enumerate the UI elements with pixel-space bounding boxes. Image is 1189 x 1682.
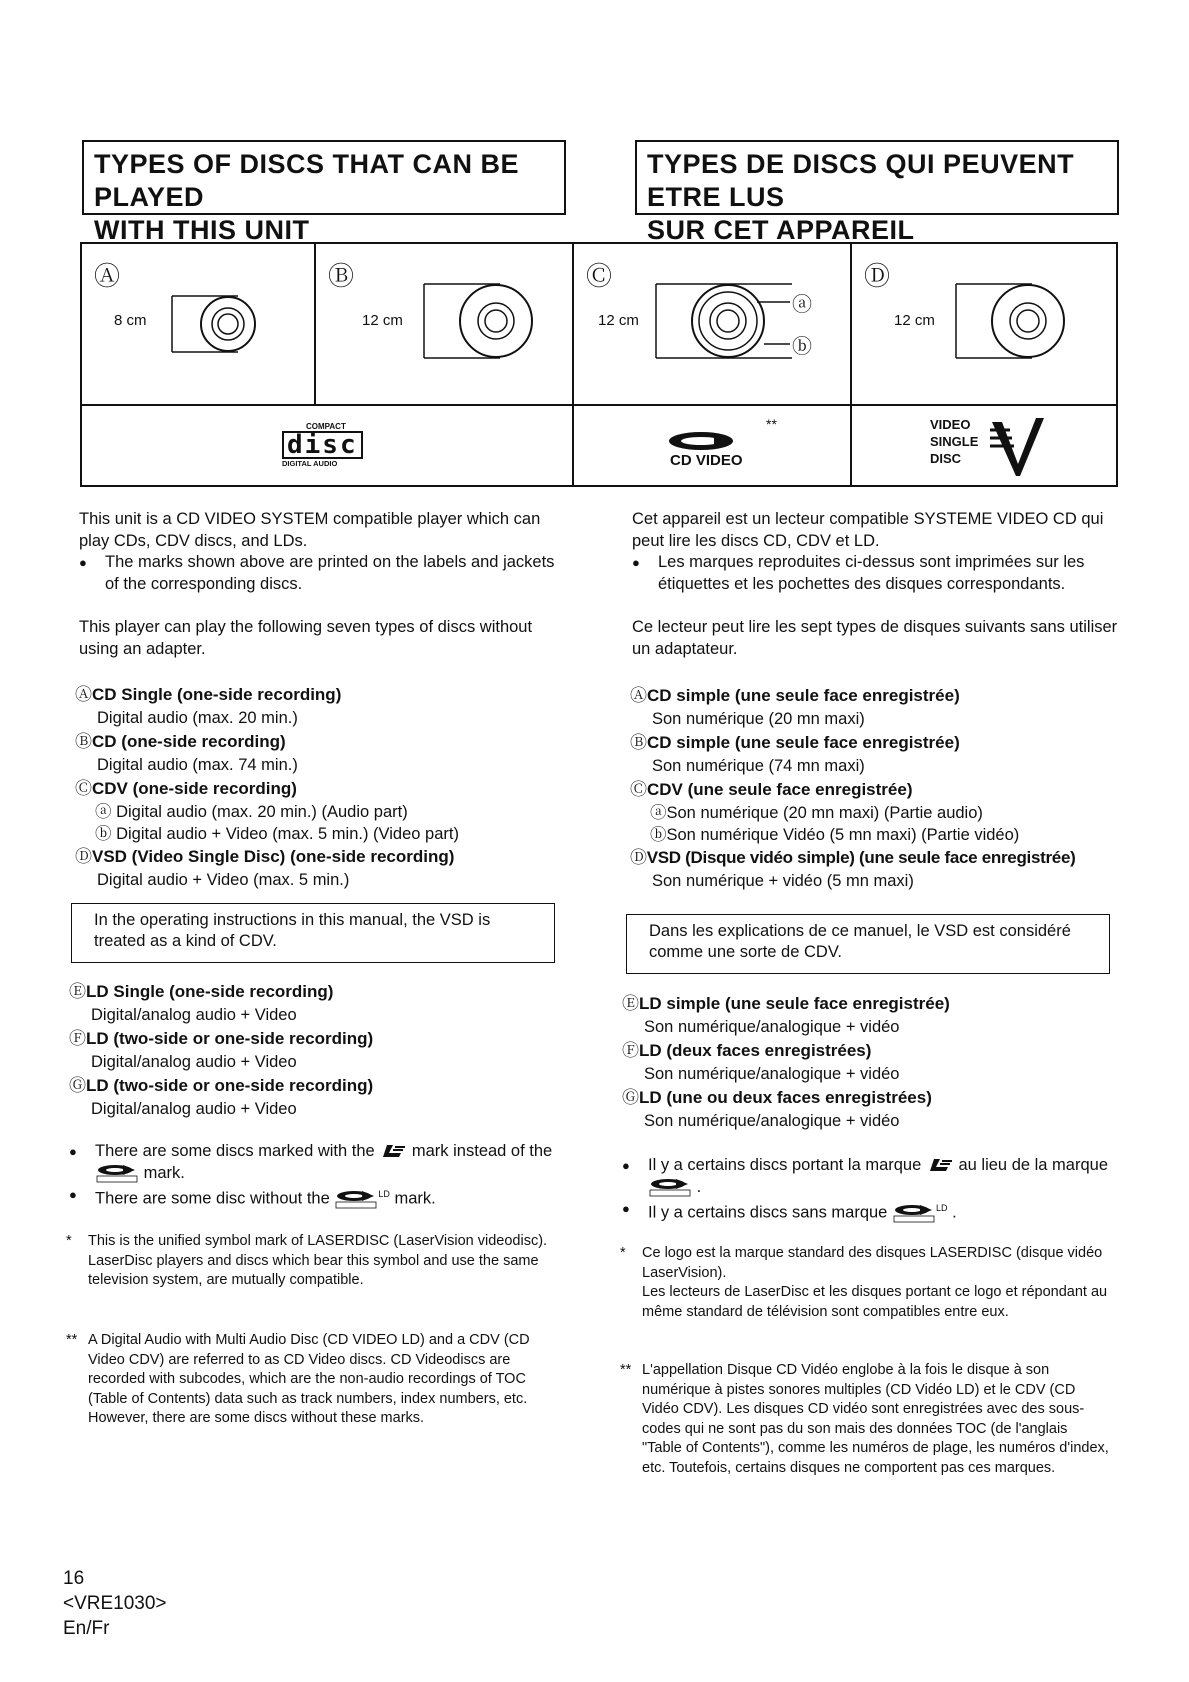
en-ld-f	[69, 1027, 569, 1051]
en-sub-mark: ⓐ	[95, 802, 112, 821]
disc-types-table	[80, 242, 1118, 487]
en-footnote-1	[66, 1232, 556, 1291]
en-item-desc: Digital/analog audio + Video	[91, 1100, 297, 1118]
fr-mark-bullets	[622, 1155, 1117, 1224]
en-item-mark: Ⓐ	[75, 685, 92, 705]
fr-item-head: CD simple (une seule face enregistrée)	[647, 733, 960, 752]
en-item-b	[75, 730, 575, 754]
disc-cell-c	[573, 243, 851, 405]
fr-sub-mark: ⓑ	[650, 825, 667, 844]
en-item-head: CDV (one-side recording)	[92, 779, 297, 798]
laserdisc-logo-icon	[379, 1143, 407, 1161]
page-footer	[63, 1566, 167, 1641]
en-item-head: VSD (Video Single Disc) (one-side recording)	[92, 847, 455, 866]
en-item-head: LD (two-side or one-side recording)	[86, 1076, 374, 1095]
disc-8cm-icon	[168, 294, 268, 354]
cd-video-label: CD VIDEO	[670, 452, 743, 469]
fr-b1-pre: Il y a certains discs portant la marque	[648, 1156, 922, 1174]
compact-logo-top: COMPACT	[306, 422, 346, 431]
en-intro-text: This unit is a CD VIDEO SYSTEM compatible player which can play CDs, CDV discs, and LDs.	[79, 510, 541, 550]
fr-intro	[632, 509, 1120, 595]
disc-size: 8 cm	[114, 312, 147, 329]
disc-vsd-icon	[952, 282, 1072, 362]
vsd-line1: VIDEO	[930, 417, 971, 432]
fr-item-mark: Ⓔ	[622, 994, 639, 1014]
en-item-mark: Ⓕ	[69, 1029, 86, 1049]
fr-item-head: LD (deux faces enregistrées)	[639, 1041, 872, 1060]
en-footnote-2	[66, 1331, 556, 1429]
fr-item-desc: Son numérique (74 mn maxi)	[652, 757, 865, 775]
cd-video-small-icon	[892, 1203, 936, 1223]
fr-item-desc: Son numérique/analogique + vidéo	[644, 1065, 900, 1083]
disc-cell-a	[81, 243, 315, 405]
fr-seven	[632, 617, 1120, 660]
fr-b2-pre: Il y a certains discs sans marque	[648, 1203, 888, 1222]
en-b1-mid: mark instead of the	[411, 1142, 553, 1160]
disc-size: 12 cm	[598, 312, 639, 329]
fr-item-desc: Son numérique/analogique + vidéo	[644, 1112, 900, 1130]
disc-letter: Ⓑ	[328, 262, 355, 292]
en-item-d	[75, 845, 575, 869]
fr-cdv-sub-b	[630, 824, 1130, 846]
en-fn1-p2: LaserDisc players and discs which bear this symbol and use the same television system, are mutually compatible.	[88, 1252, 539, 1288]
fr-item-mark: Ⓖ	[622, 1088, 639, 1108]
fr-note-box	[626, 914, 1110, 974]
fr-item-mark: Ⓑ	[630, 733, 647, 753]
en-intro-bullet: ● The marks shown above are printed on the labels and jackets of the corresponding discs.	[79, 552, 564, 595]
fr-mark-bullet-1	[622, 1155, 1117, 1198]
fr-fn1-p1: Ce logo est la marque standard des disques LASERDISC (disque vidéo LaserVision).	[642, 1245, 1103, 1281]
fr-footnote-1	[620, 1244, 1110, 1322]
title-fr-line2: SUR CET APPAREIL	[647, 215, 915, 245]
fr-item-mark: Ⓓ	[630, 848, 647, 868]
en-b2-pre: There are some disc without the	[95, 1189, 330, 1208]
laserdisc-logo-icon	[926, 1157, 954, 1175]
en-item-c	[75, 777, 575, 801]
en-ld-list	[69, 980, 569, 1121]
fr-sub-mark: ⓐ	[650, 803, 667, 822]
en-item-mark: Ⓓ	[75, 847, 92, 867]
cd-video-small-icon	[334, 1189, 378, 1209]
page-number: 16	[63, 1568, 85, 1589]
en-seven-text: This player can play the following seven types of discs without using an adapter.	[79, 618, 533, 658]
fr-seven-text: Ce lecteur peut lire les sept types de disques suivants sans utiliser un adaptateur.	[632, 618, 1118, 658]
fr-b2-end: .	[952, 1203, 957, 1222]
ld-superscript: LD	[378, 1189, 390, 1199]
fr-fn1-p2: Les lecteurs de LaserDisc et les disques portant ce logo et répondant au même standard de télévision sont compatibles entre eux.	[642, 1284, 1108, 1320]
fr-item-head: CD simple (une seule face enregistrée)	[647, 686, 960, 705]
en-b1-end: mark.	[143, 1163, 185, 1182]
disc-cdv-icon	[652, 282, 812, 362]
en-item-mark: Ⓑ	[75, 732, 92, 752]
title-fr	[635, 140, 1119, 245]
compact-disc-logo	[282, 422, 372, 468]
fr-item-b	[630, 731, 1130, 755]
en-item-mark: Ⓒ	[75, 779, 92, 799]
en-sub-text: Digital audio (max. 20 min.) (Audio part)	[116, 803, 408, 821]
en-ld-g	[69, 1074, 569, 1098]
title-fr-line1: TYPES DE DISCS QUI PEUVENT ETRE LUS	[647, 149, 1075, 212]
fr-item-d	[630, 846, 1130, 870]
fr-item-mark: Ⓒ	[630, 780, 647, 800]
en-item-head: CD (one-side recording)	[92, 732, 286, 751]
en-item-head: LD (two-side or one-side recording)	[86, 1029, 374, 1048]
fr-sub-text: Son numérique Vidéo (5 mn maxi) (Partie vidéo)	[666, 826, 1020, 844]
fr-fn1-mark: *	[620, 1245, 626, 1261]
en-mark-bullet-1	[69, 1141, 564, 1184]
fr-intro-text: Cet appareil est un lecteur compatible SYSTEME VIDEO CD qui peut lire les discs CD, CDV et LD.	[632, 510, 1104, 550]
en-fn1-mark: *	[66, 1233, 72, 1249]
en-fn2-text: A Digital Audio with Multi Audio Disc (CD VIDEO LD) and a CDV (CD Video CDV) are referred to as CD Video discs. CD Videodiscs are recorded with subcodes, which are the non-audio recordings of TOC (Table of Contents) data such as track numbers, index numbers, etc. However, there are some discs without these marks.	[88, 1332, 530, 1426]
fr-item-mark: Ⓐ	[630, 686, 647, 706]
disc-cell-b	[315, 243, 573, 405]
compact-disc-logo-cell	[81, 405, 573, 486]
document-code: <VRE1030>	[63, 1593, 167, 1614]
en-item-desc: Digital audio (max. 20 min.)	[97, 709, 298, 727]
en-item-desc: Digital/analog audio + Video	[91, 1053, 297, 1071]
en-item-desc: Digital audio (max. 74 min.)	[97, 756, 298, 774]
fr-ld-list	[622, 992, 1122, 1133]
en-b2-end: mark.	[394, 1189, 436, 1208]
en-intro	[79, 509, 564, 595]
fr-item-desc: Son numérique/analogique + vidéo	[644, 1018, 900, 1036]
fr-ld-g	[622, 1086, 1122, 1110]
fr-item-c	[630, 778, 1130, 802]
compact-logo-main: disc	[282, 431, 363, 459]
en-item-mark: Ⓔ	[69, 982, 86, 1002]
fr-ld-e	[622, 992, 1122, 1016]
en-item-head: CD Single (one-side recording)	[92, 685, 342, 704]
disc-letter: Ⓐ	[94, 262, 121, 292]
cd-video-small-icon	[95, 1163, 139, 1183]
cd-video-logo-icon	[666, 428, 736, 454]
compact-logo-bottom: DIGITAL AUDIO	[282, 459, 338, 468]
fr-item-head: LD simple (une seule face enregistrée)	[639, 994, 950, 1013]
part-a-mark: ⓐ	[792, 292, 812, 316]
en-mark-bullet-2	[69, 1184, 564, 1210]
en-note-text: In the operating instructions in this manual, the VSD is treated as a kind of CDV.	[94, 911, 491, 950]
cd-video-small-icon	[648, 1177, 692, 1197]
en-note-box	[71, 903, 555, 963]
en-ld-e	[69, 980, 569, 1004]
fr-item-mark: Ⓕ	[622, 1041, 639, 1061]
fr-b1-end: .	[696, 1177, 702, 1196]
fr-item-head: CDV (une seule face enregistrée)	[647, 780, 913, 799]
disc-letter: Ⓒ	[586, 262, 613, 292]
fr-disc-list	[630, 684, 1130, 893]
disc-size: 12 cm	[894, 312, 935, 329]
en-item-head: LD Single (one-side recording)	[86, 982, 334, 1001]
title-en-line1: TYPES OF DISCS THAT CAN BE PLAYED	[94, 149, 520, 212]
fr-mark-bullet-2	[622, 1198, 1117, 1224]
en-item-a	[75, 683, 575, 707]
en-b1-pre: There are some discs marked with the	[95, 1142, 375, 1160]
disc-12cm-icon	[420, 282, 540, 362]
vsd-line2: SINGLE	[930, 434, 979, 449]
fr-cdv-sub-a	[630, 802, 1130, 824]
ld-superscript: LD	[935, 1203, 948, 1213]
title-en	[82, 140, 566, 245]
en-sub-mark: ⓑ	[95, 824, 112, 843]
fr-item-desc: Son numérique + vidéo (5 mn maxi)	[652, 872, 914, 890]
fr-item-head: LD (une ou deux faces enregistrées)	[639, 1088, 932, 1107]
fr-intro-bullet: ● Les marques reproduites ci-dessus sont imprimées sur les étiquettes et les pochettes des disques correspondants.	[632, 552, 1120, 595]
fr-fn2-text: L'appellation Disque CD Vidéo englobe à la fois le disque à son numérique à pistes sonores multiples (CD Vidéo LD) et le CDV (CD Vidéo CDV). Les disques CD vidéo sont enregistrées avec des sous-codes qui ne sont pas du son mais des données TOC (de l'anglais "Table of Contents"), comme les numéros de plage, les numéros d'index, etc. Toutefois, certains disques ne comportent pas ces marques.	[642, 1362, 1109, 1476]
fr-item-head: VSD (Disque vidéo simple) (une seule face enregistrée)	[646, 848, 1076, 867]
disc-size: 12 cm	[362, 312, 403, 329]
fr-ld-f	[622, 1039, 1122, 1063]
en-item-mark: Ⓖ	[69, 1076, 86, 1096]
fr-fn2-mark: **	[620, 1362, 632, 1378]
en-disc-list	[75, 683, 575, 892]
fr-footnote-2	[620, 1361, 1110, 1478]
vsd-line3: DISC	[930, 451, 962, 466]
en-sub-text: Digital audio + Video (max. 5 min.) (Video part)	[116, 825, 459, 843]
title-en-line2: WITH THIS UNIT	[94, 215, 310, 245]
cd-video-stars: **	[766, 416, 777, 432]
vsd-logo-cell	[851, 405, 1117, 486]
en-item-desc: Digital/analog audio + Video	[91, 1006, 297, 1024]
part-b-mark: ⓑ	[792, 334, 812, 358]
en-item-desc: Digital audio + Video (max. 5 min.)	[97, 871, 350, 889]
en-seven	[79, 617, 564, 660]
en-fn2-mark: **	[66, 1332, 78, 1348]
vsd-logo-text	[930, 416, 978, 467]
language-code: En/Fr	[63, 1618, 110, 1639]
fr-b1-mid: au lieu de la marque	[958, 1156, 1108, 1174]
fr-item-desc: Son numérique (20 mn maxi)	[652, 710, 865, 728]
en-cdv-sub-b	[75, 823, 575, 845]
en-fn1-p1: This is the unified symbol mark of LASERDISC (LaserVision videodisc).	[88, 1233, 548, 1249]
vsd-logo-icon	[988, 416, 1048, 478]
en-cdv-sub-a	[75, 801, 575, 823]
fr-item-a	[630, 684, 1130, 708]
en-mark-bullets	[69, 1141, 564, 1210]
fr-note-text: Dans les explications de ce manuel, le VSD est considéré comme une sorte de CDV.	[649, 922, 1071, 961]
disc-cell-d	[851, 243, 1117, 405]
fr-sub-text: Son numérique (20 mn maxi) (Partie audio)	[666, 804, 983, 822]
disc-letter: Ⓓ	[864, 262, 891, 292]
cd-video-logo-cell	[573, 405, 851, 486]
